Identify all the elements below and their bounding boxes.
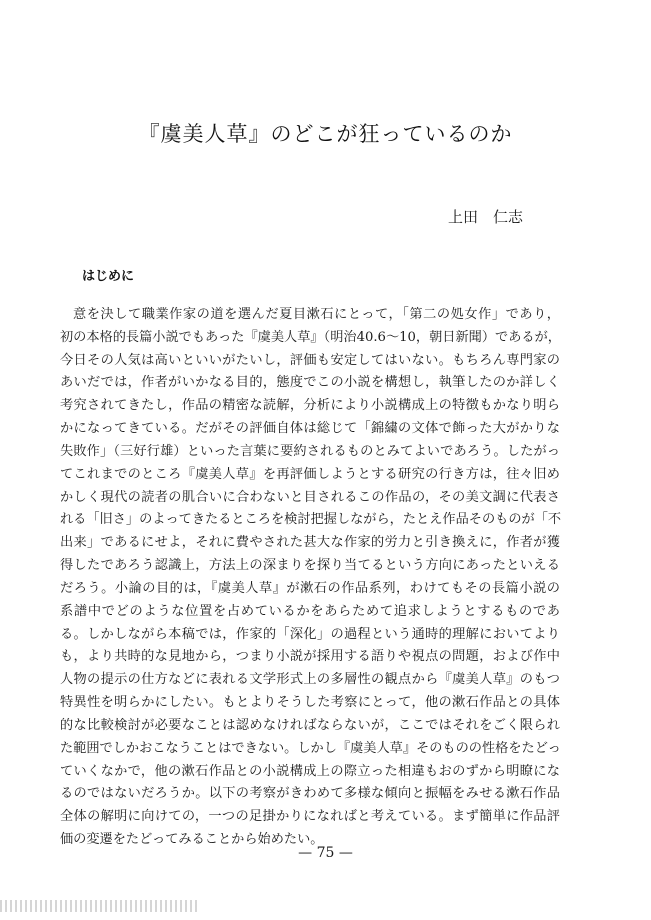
body-line: 全体の解明に向けての，一つの足掛かりになればと考えている。まず簡単に作品評 <box>60 809 560 825</box>
body-line: 的な比較検討が必要なことは認めなければならないが，ここではそれをごく限られ <box>60 717 560 733</box>
body-line: 失敗作」（三好行雄）といった言葉に要約されるものとみてよいであろう。したがっ <box>60 443 560 459</box>
body-line: 今日その人気は高いといいがたいし，評価も安定してはいない。もちろん専門家の <box>60 352 560 368</box>
body-line: 人物の提示の仕方などに表れる文学形式上の多層性の観点から『虞美人草』のもつ <box>60 672 560 688</box>
body-line: 初の本格的長篇小説でもあった『虞美人草』（明治40.6～10，朝日新聞）であるが， <box>60 329 561 345</box>
author-name: 上田 仁志 <box>448 208 524 226</box>
body-line: 考究されてきたし，作品の精密な読解，分析により小説構成上の特徴もかなり明ら <box>60 398 560 414</box>
body-line: だろう。小論の目的は，『虞美人草』が漱石の作品系列，わけてもその長篇小説の <box>60 580 560 596</box>
page-number: — 75 — <box>298 845 353 861</box>
body-line: も，より共時的な見地から，つまり小説が採用する語りや視点の問題，および作中 <box>60 649 560 665</box>
section-heading: はじめに <box>82 269 135 284</box>
body-line: ていくなかで，他の漱石作品との小説構成上の際立った相違もおのずから明瞭にな <box>60 763 560 779</box>
body-line: あいだでは，作者がいかなる目的，態度でこの小説を構想し，執筆したのか詳しく <box>60 375 560 391</box>
body-line: 意を決して職業作家の道を選んだ夏目漱石にとって，「第二の処女作」であり， <box>73 307 560 322</box>
body-line: た範囲でしかおこなうことはできない。しかし『虞美人草』そのものの性格をたどっ <box>60 740 561 756</box>
paper-title: 『虞美人草』のどこが狂っているのか <box>138 122 513 146</box>
body-paragraph <box>60 304 560 852</box>
body-line: 価の変遷をたどってみることから始めたい。 <box>60 832 324 848</box>
body-line: 特異性を明らかにしたい。もとよりそうした考察にとって，他の漱石作品との具体 <box>60 695 560 711</box>
body-line: かしく現代の読者の肌合いに合わないと目されるこの作品の，その美文調に代表さ <box>60 489 560 505</box>
body-line: れる「旧さ」のよってきたるところを検討把握しながら，たとえ作品そのものが「不 <box>60 512 562 528</box>
body-line: 系譜中でどのような位置を占めているかをあらためて追求しようとするものであ <box>60 603 560 619</box>
body-line: かになってきている。だがその評価自体は総じて「錦繍の文体で飾った大がかりな <box>60 421 560 437</box>
body-line: てこれまでのところ『虞美人草』を再評価しようとする研究の行き方は，往々旧め <box>60 466 560 482</box>
body-line: るのではないだろうか。以下の考察がきわめて多様な傾向と振幅をみせる漱石作品 <box>60 786 560 802</box>
scan-artifact-strip <box>0 900 200 912</box>
body-line: る。しかしながら本稿では，作家的「深化」の過程という通時的理解においてより <box>60 626 560 642</box>
body-line: 出来」であるにせよ，それに費やされた甚大な作家的労力と引き換えに，作者が獲 <box>60 535 560 551</box>
body-line: 得したであろう認識上，方法上の深まりを探り当てるという方向にあったといえる <box>60 558 560 574</box>
